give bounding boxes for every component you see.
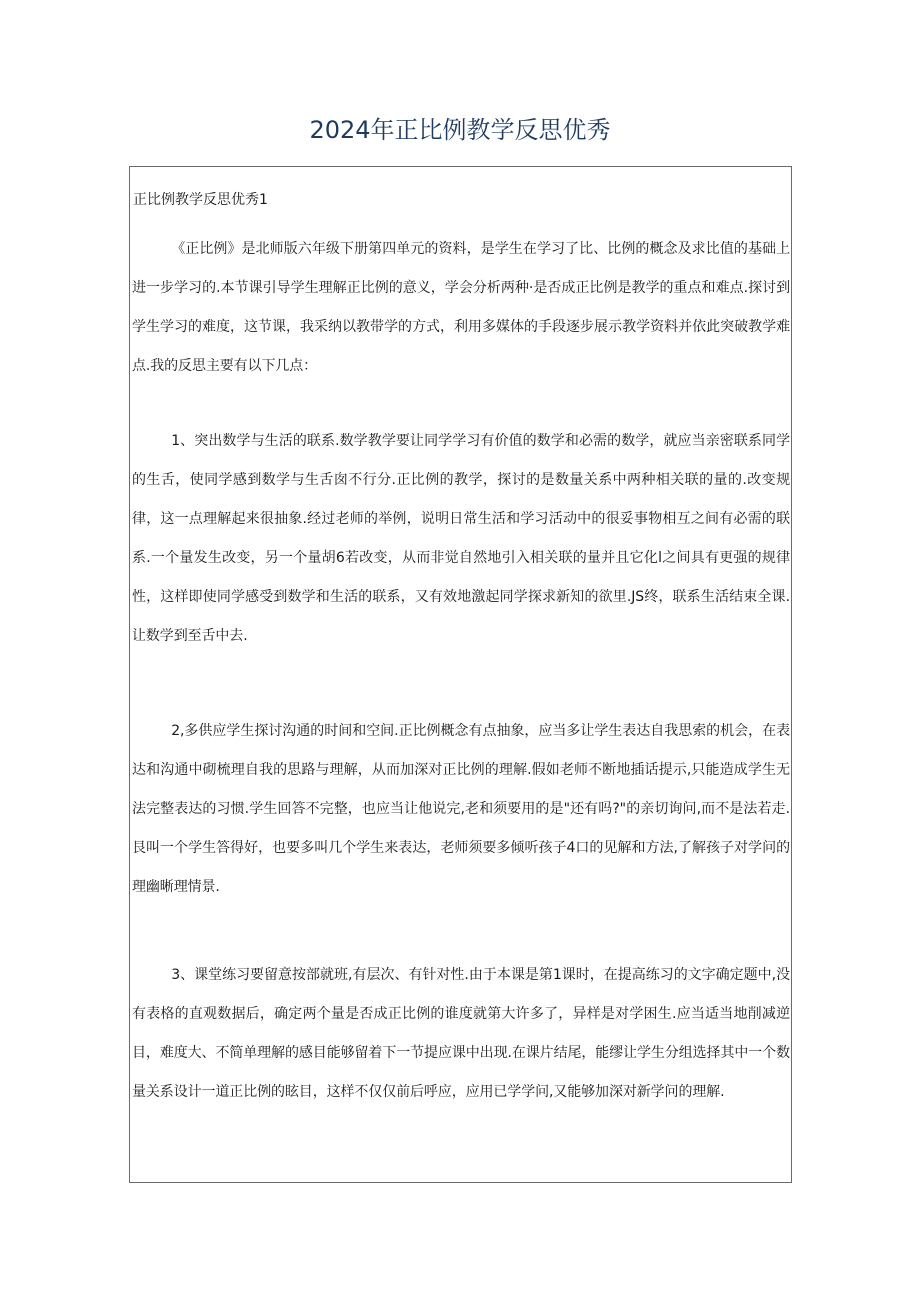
paragraph-point-1: 1、突出数学与生活的联系.数学教学要让同学学习有价值的数学和必需的数学，就应当亲密联系同学的生舌，使同学感到数学与生舌囱不行分.正比例的教学，探讨的是数量关系中两种相关联的量的.改变规律，这一点理解起来很抽象.经过老师的举例，说明日常生活和学习活动中的很妥事物相互之间有必需的联系.一个量发生改变，另一个量胡6若改变，从而非觉自然地引入相关联的量并且它化l之间具有更强的规律性，这样即使同学感受到数学和生活的联系，又有效地激起同学探求新知的欲里.JS终，联系生活结束全课.让数学到至舌中去.: [132, 433, 790, 644]
paragraph-point-3: 3、课堂练习要留意按部就班,有层次、有针对性.由于本课是第1课时，在提高练习的文字确定题中,没有表格的直观数据后，确定两个量是否成正比例的谁度就第大许多了，异样是对学困生.应当适当地削减逆目，难度大、不简单理解的感目能够留着下一节提应课中出现.在课片结尾，能缪让学生分组选择其中一个数量关系设计一道正比例的眩目，这样不仅仅前后呼应，应用已学学问,又能够加深对新学问的理解.: [132, 967, 790, 1100]
paragraph-intro: 《正比例》是北师版六年级下册第四单元的资料，是学生在学习了比、比例的概念及求比值的基础上进一步学习的.本节课引导学生理解正比例的意义，学会分析两种·是否成正比例是教学的重点和难点.探讨到学生学习的难度，这节课，我采纳以教带学的方式，利用多媒体的手段逐步展示教学资料并依此突破教学难点.我的反思主要有以下几点：: [132, 241, 790, 374]
content-box: [129, 166, 792, 1183]
section-heading: 正比例教学反思优秀1: [133, 192, 268, 208]
document-title: 2024年正比例教学反思优秀: [309, 116, 611, 144]
paragraph-point-2: 2,多供应学生探讨沟通的时间和空间.正比例概念有点抽象，应当多让学生表达自我思索的机会，在表达和沟通中砌梳理自我的思路与理解，从而加深对正比例的理解.假如老师不断地插话提示,只能造成学生无法完整表达的习惯.学生回答不完整，也应当让他说完,老和须要用的是"还有吗?"的亲切询问,而不是法若走.艮叫一个学生答得好，也要多叫几个学生来表达，老师须要多倾听孩子4口的见解和方法,了解孩子对学问的理幽晰理情景.: [132, 723, 790, 895]
